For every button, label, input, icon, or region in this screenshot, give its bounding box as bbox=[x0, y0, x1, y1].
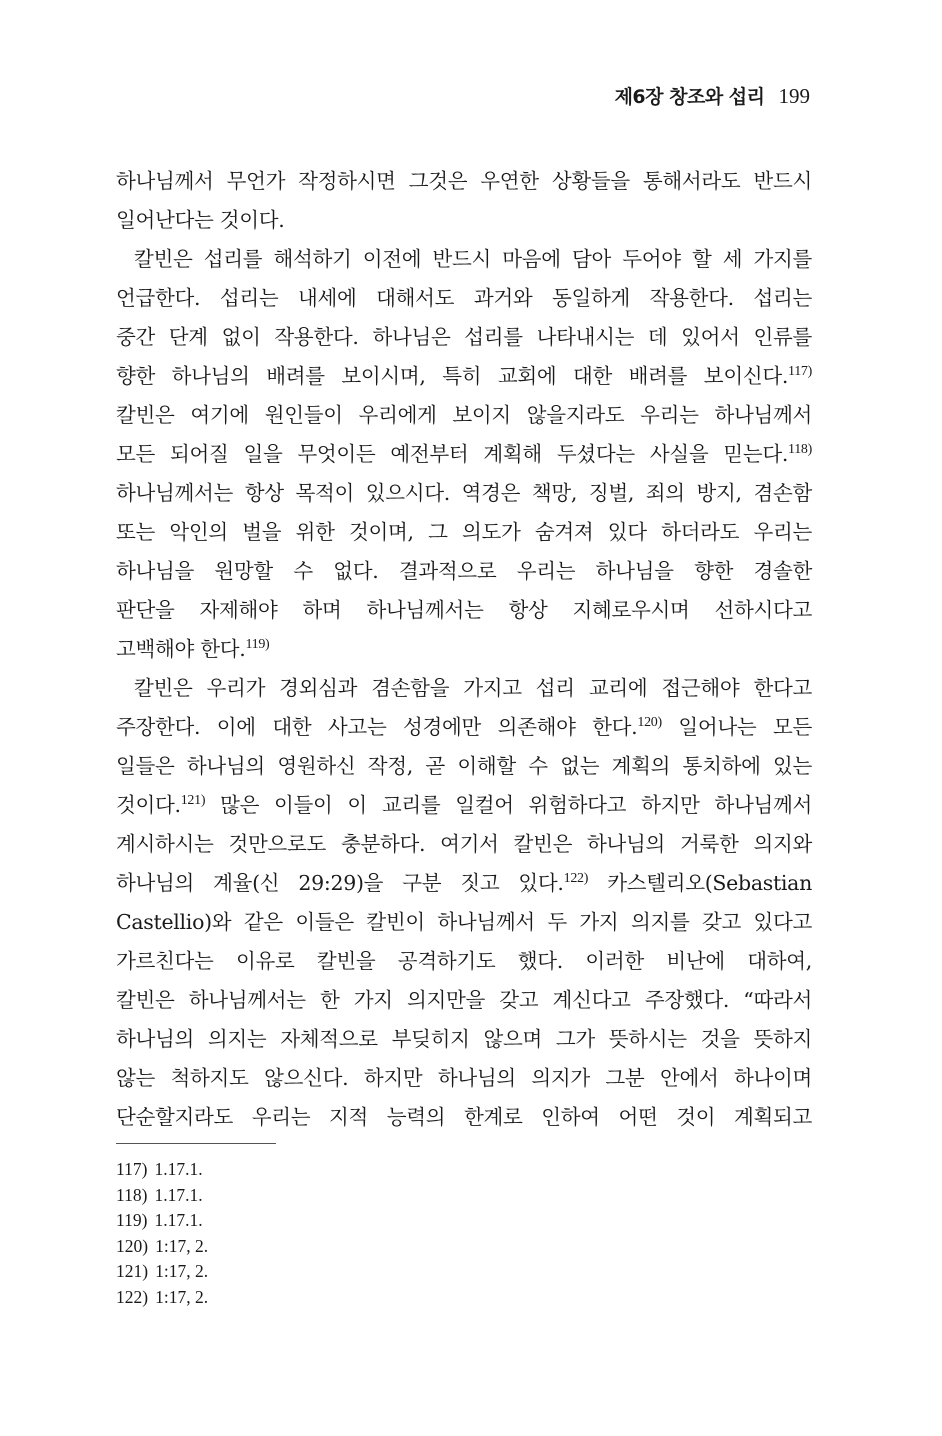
text-line bbox=[116, 903, 812, 942]
line-text: 계시하시는 것만으로도 충분하다. 여기서 칼빈은 하나님의 거룩한 의지와 bbox=[116, 832, 812, 856]
footnote-ref: 119) bbox=[245, 637, 270, 652]
text-line bbox=[116, 747, 812, 786]
text-line bbox=[116, 318, 812, 357]
footnote bbox=[116, 1259, 208, 1285]
text-line bbox=[116, 357, 812, 396]
footnote-reference: 1.17.1. bbox=[154, 1210, 203, 1230]
footnote-ref: 118) bbox=[788, 442, 812, 457]
footnote-number: 120) bbox=[116, 1235, 149, 1256]
line-text: 않는 척하지도 않으신다. 하지만 하나님의 의지가 그분 안에서 하나이며 bbox=[116, 1066, 812, 1090]
footnotes bbox=[116, 1157, 208, 1310]
line-text: 하나님을 원망할 수 없다. 결과적으로 우리는 하나님을 향한 경솔한 bbox=[116, 559, 812, 583]
footnote-number: 119) bbox=[116, 1210, 148, 1230]
line-text: Castellio)와 같은 이들은 칼빈이 하나님께서 두 가지 의지를 갖고 있다고 bbox=[116, 910, 812, 934]
footnote-divider bbox=[116, 1143, 276, 1144]
text-line bbox=[116, 981, 812, 1020]
footnote bbox=[116, 1234, 208, 1260]
footnote-number: 121) bbox=[116, 1261, 149, 1281]
text-line bbox=[116, 1059, 812, 1098]
text-line bbox=[116, 240, 812, 279]
text-line bbox=[116, 1098, 812, 1137]
text-line bbox=[116, 825, 812, 864]
line-text: 하나님의 계율(신 29:29)을 구분 짓고 있다. bbox=[116, 871, 564, 895]
chapter-title: 제6장 창조와 섭리 bbox=[614, 86, 765, 108]
text-line bbox=[116, 396, 812, 435]
line-text: 하나님께서는 항상 목적이 있으시다. 역경은 책망, 징벌, 죄의 방지, 겸손함 bbox=[116, 481, 812, 505]
running-header bbox=[615, 82, 810, 109]
line-text: 일어난다는 것이다. bbox=[116, 208, 285, 232]
footnote-number: 117) bbox=[116, 1159, 148, 1179]
footnote-ref: 122) bbox=[563, 871, 589, 886]
text-line bbox=[116, 435, 812, 474]
line-text: 모든 되어질 일을 무엇이든 예전부터 계획해 두셨다는 사실을 믿는다. bbox=[116, 442, 789, 466]
footnote-reference: 1.17.1. bbox=[154, 1159, 203, 1179]
line-text: 언급한다. 섭리는 내세에 대해서도 과거와 동일하게 작용한다. 섭리는 bbox=[116, 286, 812, 310]
page-number: 199 bbox=[778, 84, 810, 108]
text-line bbox=[116, 1020, 812, 1059]
text-line bbox=[116, 201, 812, 240]
line-text: 일들은 하나님의 영원하신 작정, 곧 이해할 수 없는 계획의 통치하에 있는 bbox=[116, 754, 812, 778]
text-line bbox=[116, 864, 812, 903]
text-line bbox=[116, 630, 812, 669]
footnote-ref: 117) bbox=[788, 364, 812, 379]
footnote bbox=[116, 1208, 208, 1234]
text-line bbox=[116, 669, 812, 708]
line-text: 칼빈은 여기에 원인들이 우리에게 보이지 않을지라도 우리는 하나님께서 bbox=[116, 403, 812, 427]
text-line bbox=[116, 708, 812, 747]
line-text: 하나님께서 무언가 작정하시면 그것은 우연한 상황들을 통해서라도 반드시 bbox=[116, 169, 812, 193]
line-text-continued: 카스텔리오(Sebastian bbox=[588, 871, 812, 895]
footnote bbox=[116, 1285, 208, 1311]
line-text: 향한 하나님의 배려를 보이시며, 특히 교회에 대한 배려를 보이신다. bbox=[116, 364, 789, 388]
footnote-ref: 120) bbox=[637, 715, 662, 730]
footnote-reference: 1:17, 2. bbox=[155, 1261, 209, 1281]
text-line bbox=[116, 279, 812, 318]
line-text-continued: 일어나는 모든 bbox=[661, 715, 813, 739]
footnote bbox=[116, 1183, 208, 1209]
line-text: 것이다. bbox=[116, 793, 181, 817]
footnote-reference: 1:17, 2. bbox=[155, 1286, 209, 1307]
footnote-reference: 1:17, 2. bbox=[155, 1235, 209, 1256]
text-line bbox=[116, 474, 812, 513]
line-text: 단순할지라도 우리는 지적 능력의 한계로 인하여 어떤 것이 계획되고 bbox=[116, 1105, 812, 1129]
text-line bbox=[116, 591, 812, 630]
text-line bbox=[116, 786, 812, 825]
body-text bbox=[116, 162, 812, 1137]
line-text: 하나님의 의지는 자체적으로 부딪히지 않으며 그가 뜻하시는 것을 뜻하지 bbox=[116, 1027, 812, 1051]
footnote bbox=[116, 1157, 208, 1183]
line-text: 고백해야 한다. bbox=[116, 637, 246, 661]
text-line bbox=[116, 162, 812, 201]
line-text: 판단을 자제해야 하며 하나님께서는 항상 지혜로우시며 선하시다고 bbox=[116, 598, 812, 622]
line-text: 또는 악인의 벌을 위한 것이며, 그 의도가 숨겨져 있다 하더라도 우리는 bbox=[116, 520, 812, 544]
text-line bbox=[116, 942, 812, 981]
footnote-number: 118) bbox=[116, 1184, 148, 1205]
text-line bbox=[116, 513, 812, 552]
line-text: 칼빈은 하나님께서는 한 가지 의지만을 갖고 계신다고 주장했다. “따라서 bbox=[116, 988, 812, 1012]
line-text: 칼빈은 우리가 경외심과 겸손함을 가지고 섭리 교리에 접근해야 한다고 bbox=[134, 676, 812, 700]
footnote-number: 122) bbox=[116, 1286, 149, 1307]
footnote-ref: 121) bbox=[180, 793, 206, 808]
line-text-continued: 많은 이들이 이 교리를 일컬어 위험하다고 하지만 하나님께서 bbox=[205, 793, 812, 817]
line-text: 가르친다는 이유로 칼빈을 공격하기도 했다. 이러한 비난에 대하여, bbox=[116, 949, 812, 973]
line-text: 주장한다. 이에 대한 사고는 성경에만 의존해야 한다. bbox=[116, 715, 638, 739]
line-text: 중간 단계 없이 작용한다. 하나님은 섭리를 나타내시는 데 있어서 인류를 bbox=[116, 325, 812, 349]
text-line bbox=[116, 552, 812, 591]
footnote-reference: 1.17.1. bbox=[154, 1184, 203, 1205]
line-text: 칼빈은 섭리를 해석하기 이전에 반드시 마음에 담아 두어야 할 세 가지를 bbox=[134, 247, 812, 271]
